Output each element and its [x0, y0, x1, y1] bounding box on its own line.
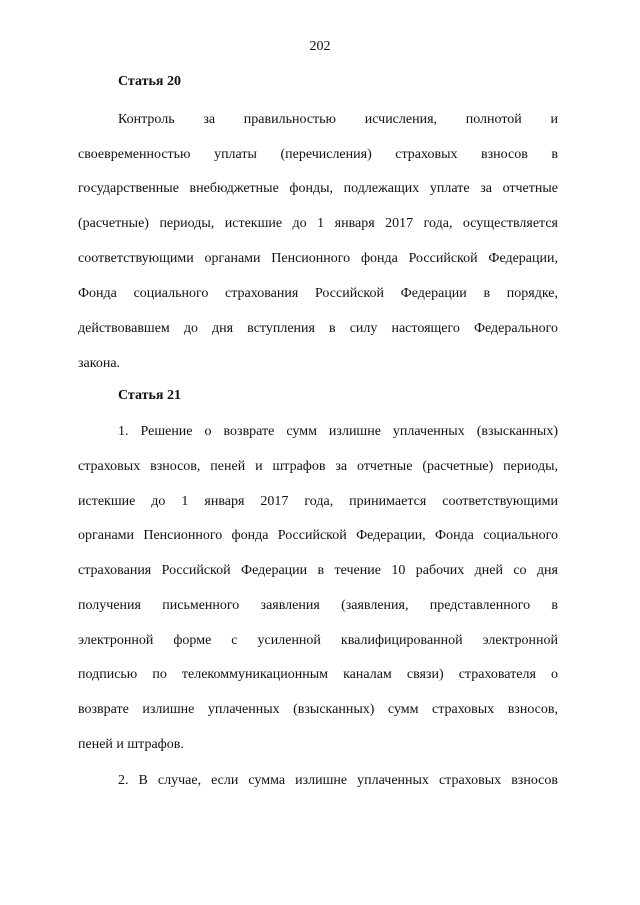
article-20-line: Контроль за правильностью исчисления, полнотой и: [118, 112, 558, 127]
article-20-line: соответствующими органами Пенсионного фонда Российской Федерации,: [78, 251, 558, 266]
article-20-line: закона.: [78, 356, 121, 371]
article-21-p1-line: электронной форме с усиленной квалифицированной электронной: [78, 633, 558, 648]
article-21-p1-line: получения письменного заявления (заявления, представленного в: [78, 598, 558, 613]
article-20-line: (расчетные) периоды, истекшие до 1 января 2017 года, осуществляется: [78, 216, 558, 231]
article-21-p1-line: подписью по телекоммуникационным каналам связи) страхователя о: [78, 667, 558, 682]
article-20-line: Фонда социального страхования Российской Федерации в порядке,: [78, 286, 558, 301]
article-21-p1-line: органами Пенсионного фонда Российской Федерации, Фонда социального: [78, 528, 558, 543]
article-21-p1-line: страховых взносов, пеней и штрафов за отчетные (расчетные) периоды,: [78, 459, 558, 474]
article-20-line: государственные внебюджетные фонды, подлежащих уплате за отчетные: [78, 181, 558, 196]
article-21-p2-line: 2. В случае, если сумма излишне уплаченных страховых взносов: [118, 773, 558, 788]
article-21-heading: Статья 21: [118, 388, 181, 403]
article-20-heading: Статья 20: [118, 74, 181, 89]
article-21-p1-line: пеней и штрафов.: [78, 737, 184, 752]
article-21-p1-line: 1. Решение о возврате сумм излишне уплаченных (взысканных): [118, 424, 558, 439]
article-21-p1-line: возврате излишне уплаченных (взысканных) сумм страховых взносов,: [78, 702, 558, 717]
article-21-p1-line: истекшие до 1 января 2017 года, принимается соответствующими: [78, 494, 558, 509]
page-number: 202: [309, 39, 331, 54]
article-21-p1-line: страхования Российской Федерации в течение 10 рабочих дней со дня: [78, 563, 558, 578]
article-20-line: действовавшем до дня вступления в силу настоящего Федерального: [78, 321, 558, 336]
article-20-line: своевременностью уплаты (перечисления) страховых взносов в: [78, 147, 558, 162]
